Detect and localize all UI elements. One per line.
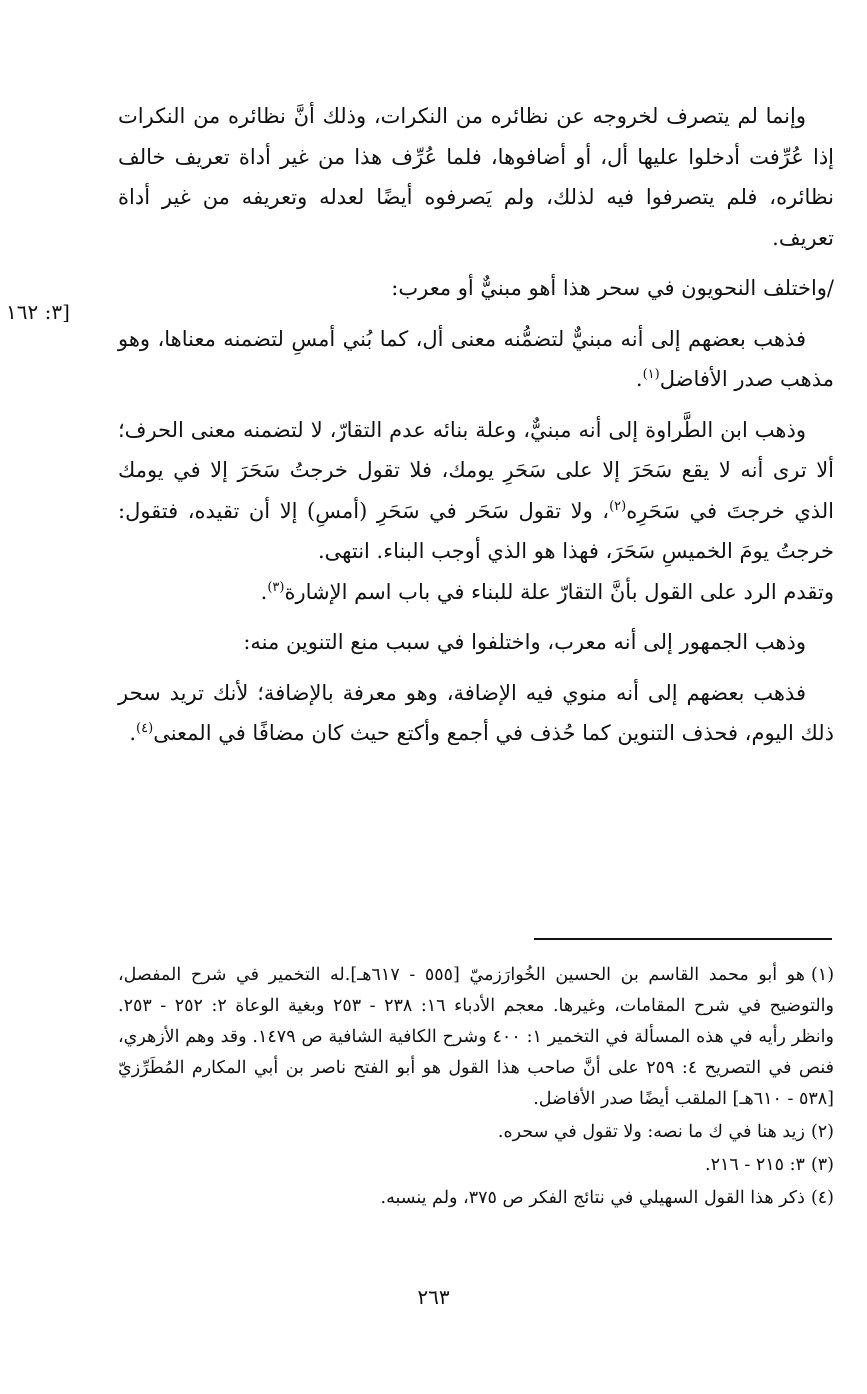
paragraph-3-end: . xyxy=(635,367,643,391)
footnote-3 xyxy=(118,1150,834,1181)
paragraph-5: وذهب الجمهور إلى أنه معرب، واختلفوا في سبب منع التنوين منه: xyxy=(243,630,806,654)
footnote-text: ذكر هذا القول السهيلي في نتائج الفكر ص ٣٧٥، ولم ينسبه. xyxy=(380,1188,805,1208)
footnote-2 xyxy=(118,1117,834,1148)
footnote-text: زيد هنا في ك ما نصه: ولا تقول في سحره. xyxy=(497,1122,805,1142)
margin-volume-page-marker: [٣: ١٦٢ xyxy=(6,300,70,324)
paragraph-6-text: فذهب بعضهم إلى أنه منوي فيه الإضافة، وهو معرفة بالإضافة؛ لأنك تريد سحر ذلك اليوم، فحذف التنوين كما حُذف في أجمع وأكتع حيث كان مضافًا في المعنى xyxy=(118,680,834,745)
footnote-number: (٣) xyxy=(810,1155,834,1175)
footnote-text: ٣: ٢١٥ - ٢١٦. xyxy=(705,1155,805,1175)
footnote-1 xyxy=(118,960,834,1115)
paragraph-4-text: وذهب ابن الطَّراوة إلى أنه مبنيٌّ، وعلة بنائه عدم التقارّ، لا لتضمنه معنى الحرف؛ ألا ترى أنه لا يقع سَحَرَ إلا على سَحَرِ يومك، فلا تقول خرجتُ سَحَرَ إلا في يومك الذي خرجتَ في سَحَرِه xyxy=(118,417,835,523)
footnote-ref-4: (٤) xyxy=(136,721,154,736)
paragraph-2: /واختلف النحويون في سحر هذا أهو مبنيٌّ أو معرب: xyxy=(391,276,834,300)
paragraph-6-end: . xyxy=(129,721,137,745)
footnote-number: (٢) xyxy=(810,1122,834,1142)
paragraph-4-end: . xyxy=(260,579,268,604)
paragraph-3 xyxy=(118,319,834,400)
footnote-separator xyxy=(534,938,832,940)
footnote-text: هو أبو محمد القاسم بن الحسين الخُوارَزميّ [٥٥٥ - ٦١٧هـ].له التخمير في شرح المفصل، والتوضيح في شرح المقامات، وغيرها. معجم الأدباء ١٦: ٢٣٨ - ٢٥٣ وبغية الوعاة ٢: ٢٥٢ - ٢٥٣. وانظر رأيه في هذه المسألة في التخمير ١: ٤٠٠ وشرح الكافية الشافية ص ١٤٧٩. وقد وهم الأزهري، فنص في التصريح ٤: ٢٥٩ على أنَّ صاحب هذا القول هو أبو الفتح ناصر بن أبي المكارم المُطَرِّزيّ [٥٣٨ - ٦١٠هـ] الملقب أيضًا صدر الأفاضل. xyxy=(118,965,834,1109)
page-number: ٢٦٣ xyxy=(417,1285,450,1309)
paragraph-4-continuation: ، ولا تقول سَحَر في سَحَرِ (أمسِ) إلا أن تقيده، فتقول: خرجتُ يومَ الخميسِ سَحَرَ، فهذا هو الذي أوجب البناء. انتهى. xyxy=(118,498,834,563)
footnote-ref-1: (١) xyxy=(642,367,660,382)
paragraph-3-text: فذهب بعضهم إلى أنه مبنيٌّ لتضمُّنه معنى أل، كما بُني أمسِ لتضمنه معناها، وهو مذهب صدر الأفاضل xyxy=(118,326,834,391)
paragraph-4 xyxy=(118,410,834,613)
footnotes xyxy=(118,960,834,1216)
footnote-ref-3: (٣) xyxy=(267,579,285,595)
paragraph-4-last-line: وتقدم الرد على القول بأنَّ التقارّ علة للبناء في باب اسم الإشارة xyxy=(284,579,834,604)
footnote-number: (٤) xyxy=(810,1188,834,1208)
paragraph-6 xyxy=(118,673,834,754)
main-text xyxy=(118,96,834,764)
footnote-number: (١) xyxy=(810,965,835,985)
footnote-4 xyxy=(118,1183,834,1214)
paragraph-1: وإنما لم يتصرف لخروجه عن نظائره من النكرات، وذلك أنَّ نظائره من النكرات إذا عُرِّفت أدخلوا عليها أل، أو أضافوها، فلما عُرِّف هذا من غير أداة تعريف خالف نظائره، فلم يتصرفوا فيه لذلك، ولم يَصرفوه أيضًا لعدله وتعريفه من غير أداة تعريف. xyxy=(118,104,834,250)
footnote-ref-2: (٢) xyxy=(609,498,627,514)
